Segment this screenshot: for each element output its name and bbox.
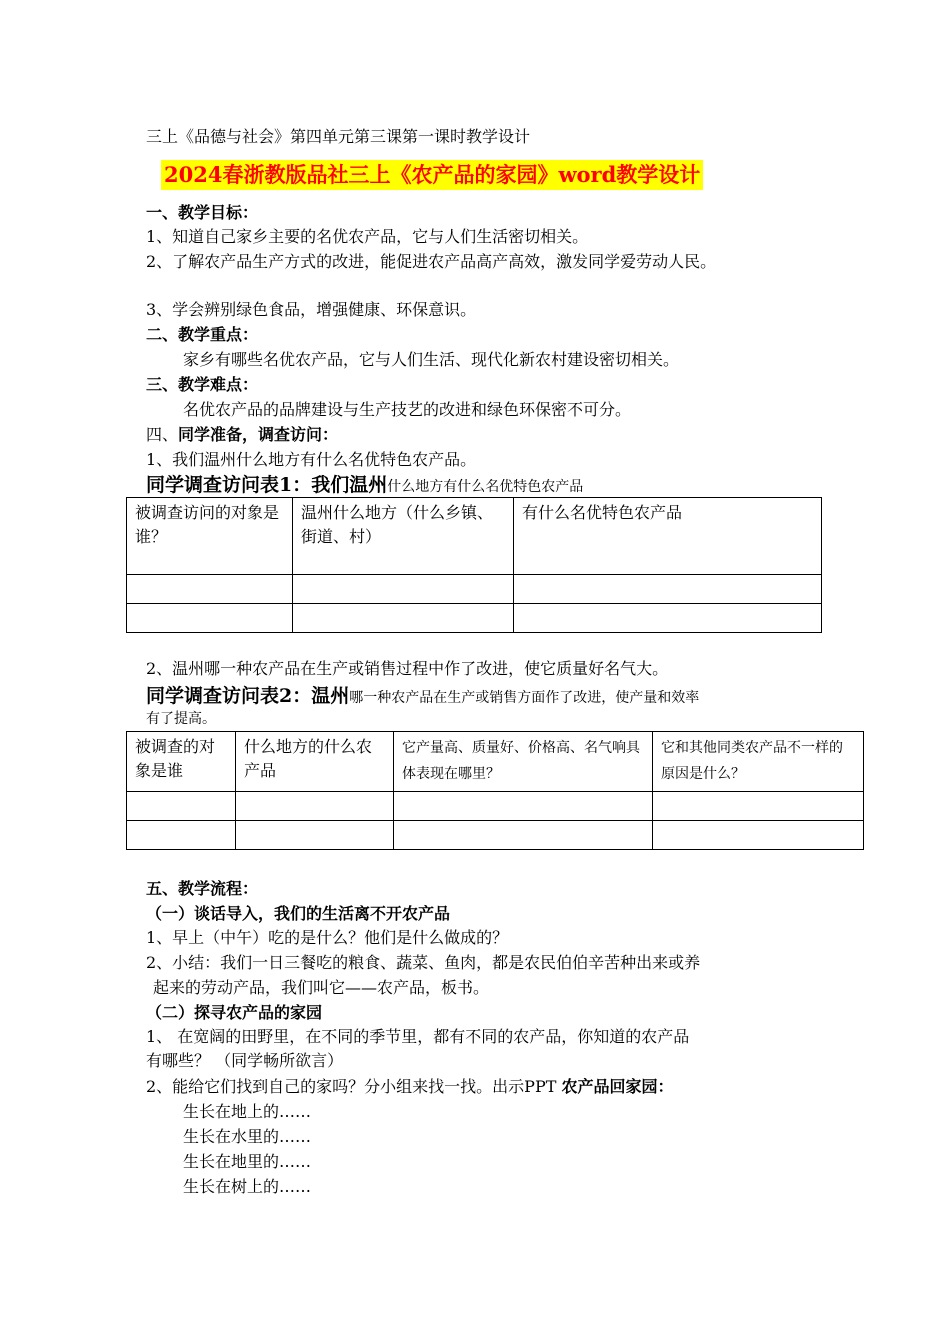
table-header-cell: 温州什么地方（什么乡镇、街道、村） [293, 498, 514, 575]
table-cell[interactable] [236, 821, 394, 850]
home-item: 生长在树上的…… [183, 1177, 312, 1196]
subtitle: 三上《品德与社会》第四单元第三课第一课时教学设计 [146, 127, 531, 146]
part1-item: 1、早上（中午）吃的是什么？他们是什么做成的？ [146, 928, 509, 947]
table-cell[interactable] [127, 604, 293, 633]
part1-item: 2、小结：我们一日三餐吃的粮食、蔬菜、鱼肉，都是农民伯伯辛苦种出来或养 [146, 953, 701, 972]
table2-label-cont: 有了提高。 [146, 711, 216, 727]
home-item: 生长在地里的…… [183, 1152, 312, 1171]
prep-heading-prefix: 四、 [146, 425, 179, 444]
table-cell[interactable] [127, 792, 236, 821]
page-title: 2024春浙教版品社三上《农产品的家园》word教学设计 [161, 160, 703, 190]
part2-item [146, 1076, 674, 1098]
table2-label [146, 683, 699, 711]
table-cell[interactable] [653, 792, 864, 821]
table-cell[interactable] [394, 821, 653, 850]
table-header-cell: 被调查的对象是谁 [127, 732, 236, 792]
table-cell[interactable] [514, 604, 822, 633]
table1-label-small: 什么地方有什么名优特色农产品 [387, 479, 584, 495]
prep-heading [146, 424, 338, 446]
table-row [127, 792, 864, 821]
table-header-cell: 什么地方的什么农产品 [236, 732, 394, 792]
goal-item: 1、知道自己家乡主要的名优农产品，它与人们生活密切相关。 [146, 227, 589, 246]
table2-label-bold: 同学调查访问表2：温州 [146, 685, 350, 707]
table-header-cell: 被调查访问的对象是谁？ [127, 498, 293, 575]
table-cell[interactable] [293, 604, 514, 633]
prep-item-1: 1、我们温州什么地方有什么名优特色农产品。 [146, 450, 477, 469]
table-header-cell: 有什么名优特色农产品 [514, 498, 822, 575]
process-heading: 五、教学流程： [146, 879, 259, 898]
table-row [127, 821, 864, 850]
part2-item-cont: 有哪些？ （同学畅所欲言） [146, 1051, 344, 1070]
table1-label-bold: 同学调查访问表1：我们温州 [146, 474, 388, 496]
part2-item2-bold: 农产品回家园： [561, 1077, 674, 1096]
part2-heading: （二）探寻农产品的家园 [146, 1003, 323, 1022]
table-cell[interactable] [293, 575, 514, 604]
table-cell[interactable] [394, 792, 653, 821]
goal-item: 3、学会辨别绿色食品，增强健康、环保意识。 [146, 300, 477, 319]
table-header-cell: 它和其他同类农产品不一样的原因是什么？ [653, 732, 864, 792]
prep-heading-bold: 同学准备，调查访问： [178, 425, 339, 444]
survey-table-1 [126, 497, 822, 633]
table-cell[interactable] [514, 575, 822, 604]
table-row [127, 604, 822, 633]
table-cell[interactable] [127, 575, 293, 604]
table2-label-small: 哪一种农产品在生产或销售方面作了改进，使产量和效率 [349, 690, 700, 706]
survey-table-2 [126, 731, 864, 850]
home-item: 生长在水里的…… [183, 1127, 312, 1146]
table1-label [146, 472, 583, 500]
prep-item-2: 2、温州哪一种农产品在生产或销售过程中作了改进，使它质量好名气大。 [146, 659, 669, 678]
home-item: 生长在地上的…… [183, 1102, 312, 1121]
table-row [127, 575, 822, 604]
part1-item-cont: 起来的劳动产品，我们叫它——农产品，板书。 [153, 978, 490, 997]
difficulties-text: 名优农产品的品牌建设与生产技艺的改进和绿色环保密不可分。 [183, 400, 632, 419]
goals-heading: 一、教学目标： [146, 203, 259, 222]
part2-item2-text: 2、能给它们找到自己的家吗？分小组来找一找。出示PPT [146, 1077, 562, 1096]
difficulties-heading: 三、教学难点： [146, 375, 259, 394]
part1-heading: （一）谈话导入，我们的生活离不开农产品 [146, 904, 451, 923]
table-cell[interactable] [127, 821, 236, 850]
part2-item: 1、 在宽阔的田野里，在不同的季节里，都有不同的农产品，你知道的农产品 [146, 1027, 690, 1046]
goal-item: 2、了解农产品生产方式的改进，能促进农产品高产高效，激发同学爱劳动人民。 [146, 252, 717, 271]
key-points-text: 家乡有哪些名优农产品，它与人们生活、现代化新农村建设密切相关。 [183, 350, 680, 369]
table-header-row [127, 498, 822, 575]
key-points-heading: 二、教学重点： [146, 325, 259, 344]
table-header-row [127, 732, 864, 792]
table-cell[interactable] [236, 792, 394, 821]
table-cell[interactable] [653, 821, 864, 850]
table-header-cell: 它产量高、质量好、价格高、名气响具体表现在哪里？ [394, 732, 653, 792]
